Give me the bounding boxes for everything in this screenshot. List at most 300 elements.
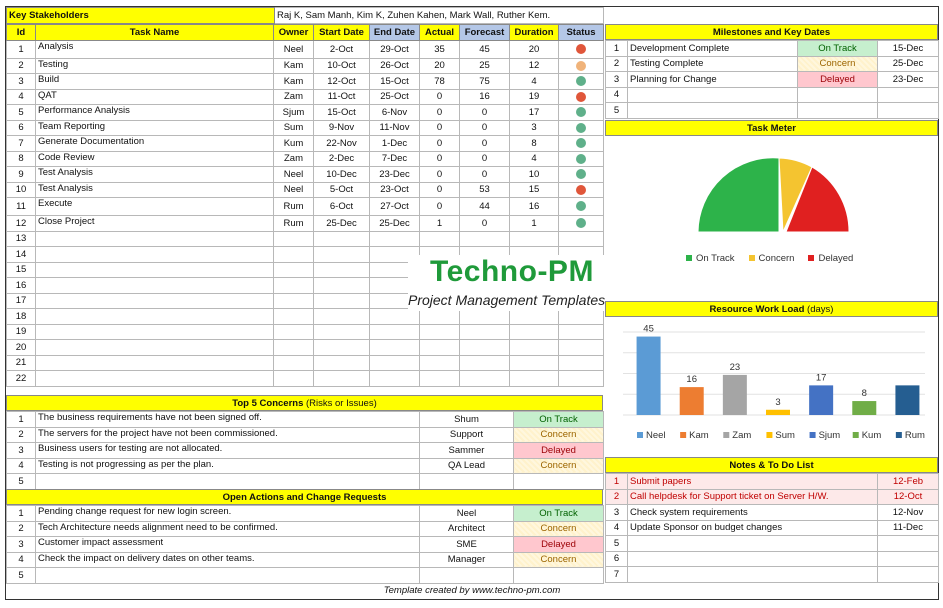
milestone-date[interactable] — [878, 87, 939, 103]
task-end-date[interactable] — [370, 231, 420, 247]
task-owner[interactable] — [274, 262, 314, 278]
concerns-id: 3 — [7, 443, 36, 459]
bar-sjum — [809, 385, 833, 415]
task-duration[interactable] — [510, 340, 559, 356]
table-row — [7, 182, 604, 198]
task-table-header — [7, 25, 604, 41]
bar-neel — [637, 337, 661, 415]
milestone-id: 3 — [606, 72, 628, 88]
task-forecast[interactable] — [460, 340, 510, 356]
note-id: 6 — [606, 551, 628, 567]
actions-owner[interactable] — [420, 568, 514, 584]
task-duration[interactable]: 4 — [510, 74, 559, 90]
task-start-date[interactable]: 25-Dec — [314, 216, 370, 232]
note-date[interactable] — [878, 567, 939, 583]
concerns-owner[interactable] — [420, 474, 514, 490]
status-badge[interactable]: Concern — [514, 521, 604, 537]
task-end-date[interactable]: 6-Nov — [370, 105, 420, 121]
task-owner[interactable]: Kam — [274, 58, 314, 74]
task-start-date[interactable] — [314, 340, 370, 356]
legend-swatch-icon — [723, 432, 729, 438]
task-start-date[interactable]: 6-Oct — [314, 198, 370, 216]
task-owner[interactable]: Zam — [274, 151, 314, 167]
workload-title — [605, 301, 938, 317]
milestones-table — [605, 40, 939, 119]
stakeholders-table — [6, 7, 604, 24]
actions-text[interactable]: Customer impact assessment — [36, 537, 420, 553]
table-row — [7, 568, 604, 584]
task-owner[interactable] — [274, 293, 314, 309]
note-text[interactable]: Submit papers — [628, 474, 878, 490]
task-start-date[interactable]: 10-Oct — [314, 58, 370, 74]
task-forecast[interactable]: 0 — [460, 136, 510, 152]
actions-text[interactable]: Tech Architecture needs alignment need to be confirmed. — [36, 521, 420, 537]
bar-sum — [766, 410, 790, 415]
status-badge[interactable] — [514, 474, 604, 490]
legend-label: On Track — [696, 253, 735, 264]
legend-item — [749, 253, 795, 264]
task-header-status: Status — [559, 25, 604, 41]
concerns-text[interactable]: The business requirements have not been signed off. — [36, 412, 420, 428]
task-duration[interactable]: 1 — [510, 216, 559, 232]
task-id: 3 — [7, 74, 36, 90]
task-duration[interactable]: 12 — [510, 58, 559, 74]
task-actual[interactable] — [420, 340, 460, 356]
note-date[interactable]: 12-Feb — [878, 474, 939, 490]
task-name[interactable] — [36, 340, 274, 356]
task-name[interactable]: Test Analysis — [36, 182, 274, 198]
task-name[interactable]: Performance Analysis — [36, 105, 274, 121]
task-duration[interactable]: 10 — [510, 167, 559, 183]
task-owner[interactable] — [274, 324, 314, 340]
task-id: 18 — [7, 309, 36, 325]
task-name[interactable]: Testing — [36, 58, 274, 74]
task-actual[interactable]: 20 — [420, 58, 460, 74]
task-start-date[interactable]: 15-Oct — [314, 105, 370, 121]
note-text[interactable] — [628, 536, 878, 552]
bar-legend-label: Kum — [861, 430, 882, 441]
task-status — [559, 167, 604, 183]
task-start-date[interactable] — [314, 371, 370, 387]
task-status — [559, 74, 604, 90]
status-badge[interactable]: Concern — [514, 552, 604, 568]
task-start-date[interactable]: 9-Nov — [314, 120, 370, 136]
status-badge[interactable]: Concern — [514, 458, 604, 474]
concerns-owner[interactable]: Sammer — [420, 443, 514, 459]
task-actual[interactable]: 78 — [420, 74, 460, 90]
task-forecast[interactable]: 25 — [460, 58, 510, 74]
notes-table — [605, 473, 939, 583]
task-name[interactable]: Close Project — [36, 216, 274, 232]
task-status — [559, 182, 604, 198]
task-id: 15 — [7, 262, 36, 278]
task-actual[interactable] — [420, 371, 460, 387]
concerns-id: 2 — [7, 427, 36, 443]
status-badge[interactable]: Delayed — [514, 443, 604, 459]
task-start-date[interactable]: 2-Oct — [314, 40, 370, 58]
status-dot-icon — [576, 123, 586, 133]
task-owner[interactable]: Rum — [274, 216, 314, 232]
task-end-date[interactable]: 23-Dec — [370, 167, 420, 183]
task-name[interactable] — [36, 247, 274, 263]
task-owner[interactable] — [274, 278, 314, 294]
status-dot-icon — [576, 218, 586, 228]
task-status — [559, 355, 604, 371]
note-text[interactable]: Check system requirements — [628, 505, 878, 521]
status-badge[interactable]: On Track — [798, 41, 878, 57]
task-start-date[interactable] — [314, 262, 370, 278]
actions-owner[interactable]: SME — [420, 537, 514, 553]
note-id: 1 — [606, 474, 628, 490]
task-name[interactable] — [36, 324, 274, 340]
table-row — [7, 474, 604, 490]
task-end-date[interactable]: 15-Oct — [370, 74, 420, 90]
table-row — [7, 537, 604, 553]
task-start-date[interactable]: 2-Dec — [314, 151, 370, 167]
task-start-date[interactable] — [314, 231, 370, 247]
task-name[interactable]: Team Reporting — [36, 120, 274, 136]
stakeholders-value[interactable]: Raj K, Sam Manh, Kim K, Zuhen Kahen, Mark Wall, Ruther Kem. — [275, 8, 604, 24]
task-name[interactable] — [36, 262, 274, 278]
actions-owner[interactable]: Neel — [420, 506, 514, 522]
task-owner[interactable] — [274, 231, 314, 247]
task-owner[interactable]: Neel — [274, 167, 314, 183]
task-actual[interactable]: 0 — [420, 105, 460, 121]
task-start-date[interactable]: 11-Oct — [314, 89, 370, 105]
legend-swatch-icon — [896, 432, 902, 438]
concerns-text[interactable]: Business users for testing are not allocated. — [36, 443, 420, 459]
task-owner[interactable]: Sjum — [274, 105, 314, 121]
task-duration[interactable] — [510, 324, 559, 340]
task-forecast[interactable]: 16 — [460, 89, 510, 105]
task-id: 10 — [7, 182, 36, 198]
task-status — [559, 216, 604, 232]
milestone-date[interactable]: 15-Dec — [878, 41, 939, 57]
table-row — [7, 216, 604, 232]
task-id: 17 — [7, 293, 36, 309]
note-text[interactable]: Call helpdesk for Support ticket on Server H/W. — [628, 489, 878, 505]
task-status — [559, 89, 604, 105]
task-forecast[interactable]: 0 — [460, 120, 510, 136]
status-dot-icon — [576, 44, 586, 54]
workload-title-suffix: (days) — [807, 304, 834, 315]
table-row — [7, 198, 604, 216]
task-header-end-date: End Date — [370, 25, 420, 41]
task-name[interactable] — [36, 278, 274, 294]
task-actual[interactable]: 0 — [420, 167, 460, 183]
task-name[interactable] — [36, 371, 274, 387]
task-forecast[interactable]: 0 — [460, 151, 510, 167]
task-owner[interactable]: Kam — [274, 74, 314, 90]
task-owner[interactable] — [274, 371, 314, 387]
task-start-date[interactable]: 12-Oct — [314, 74, 370, 90]
status-badge[interactable] — [798, 87, 878, 103]
milestone-date[interactable]: 25-Dec — [878, 56, 939, 72]
bar-legend-label: Sum — [775, 430, 795, 441]
task-id: 12 — [7, 216, 36, 232]
task-actual[interactable]: 0 — [420, 120, 460, 136]
task-actual[interactable] — [420, 355, 460, 371]
task-owner[interactable]: Zam — [274, 89, 314, 105]
concerns-text[interactable]: The servers for the project have not been commissioned. — [36, 427, 420, 443]
task-duration[interactable]: 17 — [510, 105, 559, 121]
task-start-date[interactable]: 10-Dec — [314, 167, 370, 183]
task-duration[interactable] — [510, 355, 559, 371]
task-forecast[interactable]: 0 — [460, 105, 510, 121]
task-end-date[interactable] — [370, 324, 420, 340]
concerns-id: 1 — [7, 412, 36, 428]
legend-swatch-icon — [686, 255, 692, 261]
task-start-date[interactable]: 22-Nov — [314, 136, 370, 152]
bar-kam — [680, 387, 704, 415]
task-end-date[interactable]: 27-Oct — [370, 198, 420, 216]
actions-owner[interactable]: Manager — [420, 552, 514, 568]
task-header-task-name: Task Name — [36, 25, 274, 41]
task-actual[interactable]: 0 — [420, 89, 460, 105]
task-duration[interactable]: 15 — [510, 182, 559, 198]
task-end-date[interactable] — [370, 371, 420, 387]
task-duration[interactable] — [510, 231, 559, 247]
note-text[interactable] — [628, 567, 878, 583]
task-start-date[interactable] — [314, 278, 370, 294]
task-forecast[interactable] — [460, 324, 510, 340]
actions-text[interactable] — [36, 568, 420, 584]
task-name[interactable]: Execute — [36, 198, 274, 216]
task-start-date[interactable] — [314, 309, 370, 325]
milestone-id: 4 — [606, 87, 628, 103]
status-badge[interactable]: Concern — [798, 56, 878, 72]
task-duration[interactable]: 20 — [510, 40, 559, 58]
task-start-date[interactable] — [314, 355, 370, 371]
table-row — [606, 551, 939, 567]
note-date[interactable] — [878, 536, 939, 552]
task-forecast[interactable]: 45 — [460, 40, 510, 58]
table-row — [7, 74, 604, 90]
table-row — [7, 89, 604, 105]
table-row — [7, 340, 604, 356]
task-status — [559, 231, 604, 247]
milestone-text[interactable] — [628, 87, 798, 103]
task-duration[interactable]: 19 — [510, 89, 559, 105]
actions-owner[interactable]: Architect — [420, 521, 514, 537]
concerns-owner[interactable]: Shum — [420, 412, 514, 428]
task-owner[interactable]: Sum — [274, 120, 314, 136]
note-date[interactable] — [878, 551, 939, 567]
milestone-text[interactable]: Planning for Change — [628, 72, 798, 88]
task-forecast[interactable]: 0 — [460, 167, 510, 183]
bar-legend-label: Neel — [646, 430, 666, 441]
task-owner[interactable]: Rum — [274, 198, 314, 216]
bar-value-label: 8 — [861, 388, 867, 400]
task-name[interactable]: Code Review — [36, 151, 274, 167]
task-end-date[interactable]: 7-Dec — [370, 151, 420, 167]
task-id: 11 — [7, 198, 36, 216]
table-row — [7, 355, 604, 371]
task-id: 2 — [7, 58, 36, 74]
concerns-text[interactable] — [36, 474, 420, 490]
note-id: 2 — [606, 489, 628, 505]
table-row — [606, 520, 939, 536]
table-row — [606, 56, 939, 72]
task-end-date[interactable]: 23-Oct — [370, 182, 420, 198]
task-id: 5 — [7, 105, 36, 121]
status-badge[interactable] — [514, 568, 604, 584]
task-actual[interactable]: 1 — [420, 216, 460, 232]
task-forecast[interactable] — [460, 231, 510, 247]
note-id: 7 — [606, 567, 628, 583]
task-forecast[interactable]: 0 — [460, 216, 510, 232]
task-duration[interactable]: 16 — [510, 198, 559, 216]
table-row — [7, 412, 604, 428]
milestone-date[interactable] — [878, 103, 939, 119]
task-end-date[interactable] — [370, 355, 420, 371]
task-owner[interactable]: Neel — [274, 182, 314, 198]
status-badge[interactable]: Delayed — [514, 537, 604, 553]
task-name[interactable]: Generate Documentation — [36, 136, 274, 152]
actions-id: 1 — [7, 506, 36, 522]
table-row — [606, 505, 939, 521]
task-end-date[interactable]: 25-Dec — [370, 216, 420, 232]
task-actual[interactable] — [420, 324, 460, 340]
status-dot-icon — [576, 107, 586, 117]
task-start-date[interactable] — [314, 247, 370, 263]
concerns-text[interactable]: Testing is not progressing as per the plan. — [36, 458, 420, 474]
task-header-id: Id — [7, 25, 36, 41]
actions-id: 5 — [7, 568, 36, 584]
concerns-title — [6, 395, 603, 411]
task-end-date[interactable]: 29-Oct — [370, 40, 420, 58]
task-owner[interactable] — [274, 355, 314, 371]
milestone-text[interactable] — [628, 103, 798, 119]
task-start-date[interactable]: 5-Oct — [314, 182, 370, 198]
task-start-date[interactable] — [314, 324, 370, 340]
task-header-duration: Duration — [510, 25, 559, 41]
bar-kum — [852, 401, 876, 415]
note-date[interactable]: 12-Nov — [878, 505, 939, 521]
milestone-id: 5 — [606, 103, 628, 119]
milestone-text[interactable]: Development Complete — [628, 41, 798, 57]
task-name[interactable]: Analysis — [36, 40, 274, 58]
task-name[interactable] — [36, 231, 274, 247]
note-date[interactable]: 11-Dec — [878, 520, 939, 536]
task-actual[interactable]: 0 — [420, 151, 460, 167]
bar-legend-label: Rum — [904, 430, 925, 441]
task-duration[interactable]: 4 — [510, 151, 559, 167]
task-header-actual: Actual — [420, 25, 460, 41]
note-id: 4 — [606, 520, 628, 536]
task-actual[interactable]: 35 — [420, 40, 460, 58]
watermark-subtitle: Project Management Templates — [408, 292, 606, 308]
status-badge[interactable]: On Track — [514, 412, 604, 428]
task-end-date[interactable]: 1-Dec — [370, 136, 420, 152]
table-row — [606, 103, 939, 119]
table-row — [7, 231, 604, 247]
task-id: 1 — [7, 40, 36, 58]
note-text[interactable] — [628, 551, 878, 567]
concerns-title-text: Top 5 Concerns — [232, 398, 304, 409]
task-name[interactable] — [36, 293, 274, 309]
task-owner[interactable]: Kum — [274, 136, 314, 152]
status-badge[interactable]: On Track — [514, 506, 604, 522]
task-id: 16 — [7, 278, 36, 294]
milestone-date[interactable]: 23-Dec — [878, 72, 939, 88]
task-duration[interactable]: 8 — [510, 136, 559, 152]
task-name[interactable]: QAT — [36, 89, 274, 105]
table-row — [7, 506, 604, 522]
bar-value-label: 17 — [815, 372, 827, 384]
task-duration[interactable]: 3 — [510, 120, 559, 136]
task-name[interactable]: Build — [36, 74, 274, 90]
task-forecast[interactable]: 44 — [460, 198, 510, 216]
task-forecast[interactable]: 75 — [460, 74, 510, 90]
note-text[interactable]: Update Sponsor on budget changes — [628, 520, 878, 536]
concerns-owner[interactable]: Support — [420, 427, 514, 443]
task-forecast[interactable] — [460, 371, 510, 387]
task-actual[interactable]: 0 — [420, 182, 460, 198]
task-forecast[interactable]: 53 — [460, 182, 510, 198]
task-start-date[interactable] — [314, 293, 370, 309]
task-name[interactable]: Test Analysis — [36, 167, 274, 183]
meter-slice-on-track — [698, 158, 779, 232]
task-actual[interactable]: 0 — [420, 198, 460, 216]
task-owner[interactable] — [274, 309, 314, 325]
table-row — [606, 474, 939, 490]
actions-id: 2 — [7, 521, 36, 537]
task-name[interactable] — [36, 309, 274, 325]
workload-title-text: Resource Work Load — [709, 304, 805, 315]
status-dot-icon — [576, 201, 586, 211]
legend-swatch-icon — [853, 432, 859, 438]
actions-text[interactable]: Pending change request for new login screen. — [36, 506, 420, 522]
status-badge[interactable] — [798, 103, 878, 119]
status-badge[interactable]: Concern — [514, 427, 604, 443]
legend-swatch-icon — [766, 432, 772, 438]
task-owner[interactable]: Neel — [274, 40, 314, 58]
task-name[interactable] — [36, 355, 274, 371]
bar-legend-label: Kam — [689, 430, 709, 441]
concerns-owner[interactable]: QA Lead — [420, 458, 514, 474]
legend-swatch-icon — [637, 432, 643, 438]
milestone-id: 2 — [606, 56, 628, 72]
notes-title: Notes & To Do List — [605, 457, 938, 473]
actions-id: 4 — [7, 552, 36, 568]
task-duration[interactable] — [510, 371, 559, 387]
task-end-date[interactable]: 11-Nov — [370, 120, 420, 136]
note-date[interactable]: 12-Oct — [878, 489, 939, 505]
task-id: 7 — [7, 136, 36, 152]
task-owner[interactable] — [274, 247, 314, 263]
task-forecast[interactable] — [460, 355, 510, 371]
bar-value-label: 45 — [643, 323, 654, 335]
task-actual[interactable]: 0 — [420, 136, 460, 152]
status-badge[interactable]: Delayed — [798, 72, 878, 88]
task-end-date[interactable] — [370, 340, 420, 356]
task-end-date[interactable]: 26-Oct — [370, 58, 420, 74]
footer-credit: Template created by www.techno-pm.com — [383, 585, 561, 596]
milestones-title: Milestones and Key Dates — [605, 24, 938, 40]
bar-value-label: 3 — [775, 396, 781, 408]
actions-text[interactable]: Check the impact on delivery dates on other teams. — [36, 552, 420, 568]
table-row — [606, 72, 939, 88]
task-actual[interactable] — [420, 231, 460, 247]
table-row — [7, 552, 604, 568]
milestone-text[interactable]: Testing Complete — [628, 56, 798, 72]
task-status — [559, 340, 604, 356]
task-id: 20 — [7, 340, 36, 356]
task-owner[interactable] — [274, 340, 314, 356]
task-end-date[interactable]: 25-Oct — [370, 89, 420, 105]
table-row — [606, 536, 939, 552]
